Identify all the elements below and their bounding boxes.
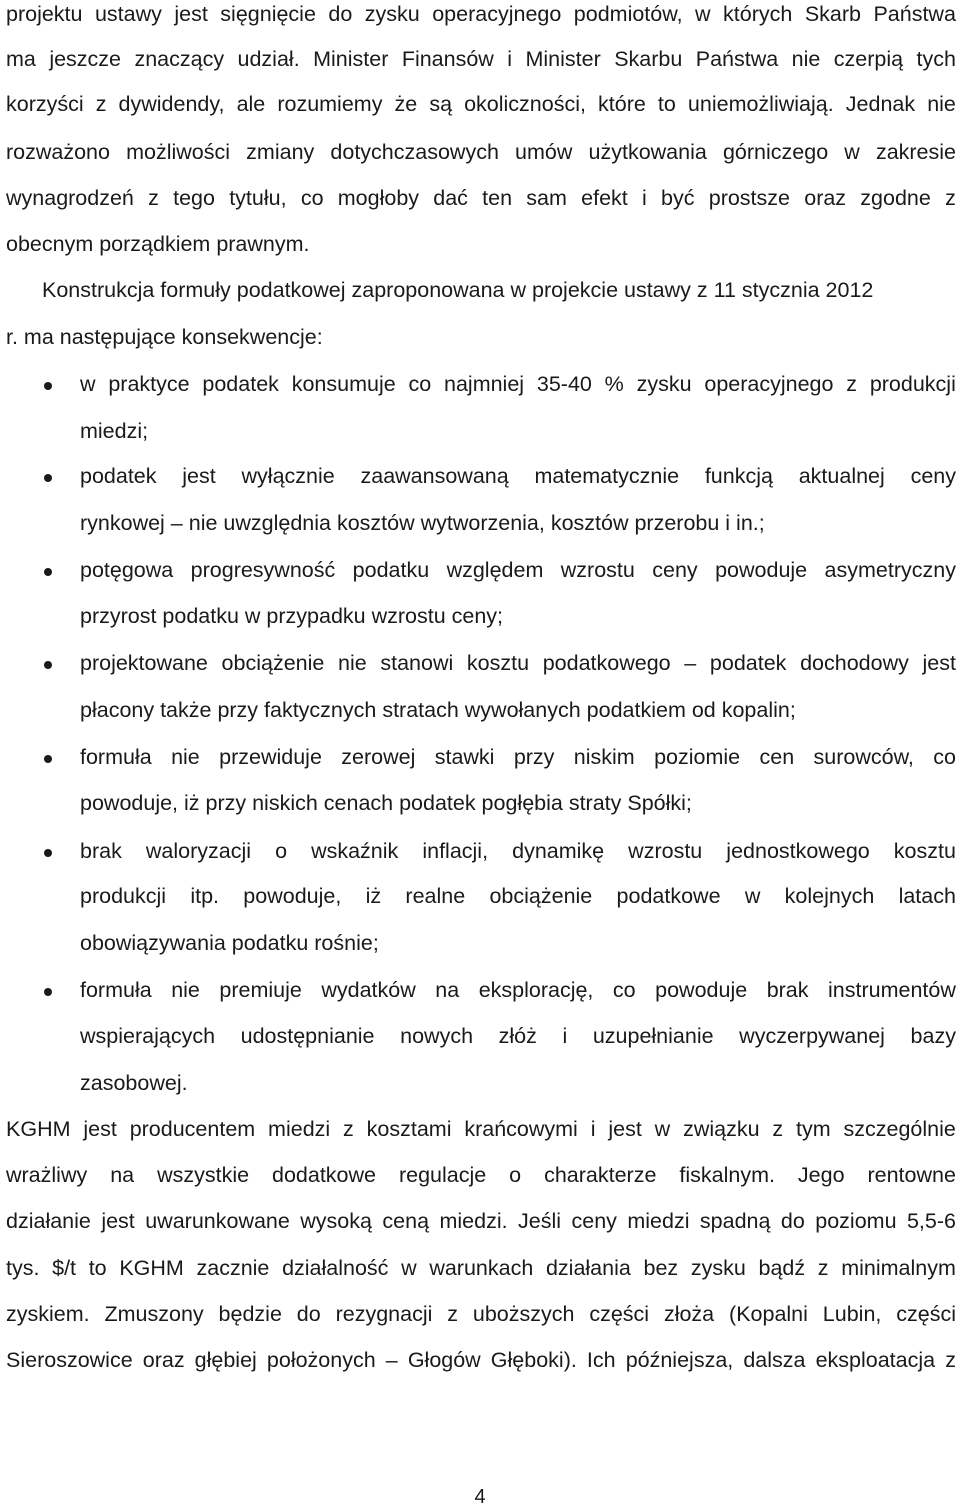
- word: %: [604, 372, 624, 396]
- paragraph-line: [6, 1115, 956, 1143]
- word: brak: [80, 839, 122, 863]
- word: nie: [338, 651, 367, 675]
- paragraph-line: Konstrukcja formuły podatkowej zaproponowana w projekcie ustawy z 11 stycznia 2012: [42, 278, 874, 302]
- word: Skarb: [804, 2, 861, 26]
- word: Minister: [525, 47, 601, 71]
- word: tym: [796, 1117, 831, 1141]
- word: działalność: [282, 1256, 389, 1280]
- word: produkcji: [80, 884, 167, 908]
- word: nie: [171, 978, 200, 1002]
- word: z: [945, 1348, 956, 1372]
- paragraph-line: [6, 184, 956, 212]
- word: zysku: [364, 2, 420, 26]
- word: Głogów: [407, 1348, 481, 1372]
- word: wspierających: [80, 1024, 216, 1048]
- word: że: [394, 92, 418, 116]
- word: projektowane: [80, 651, 208, 675]
- word: i: [562, 1024, 568, 1048]
- word: Sieroszowice: [6, 1348, 133, 1372]
- word: o: [275, 839, 288, 863]
- word: korzyści: [6, 92, 84, 116]
- word: działania: [545, 1256, 631, 1280]
- word: wzrostu: [560, 558, 635, 582]
- word: w: [654, 1117, 671, 1141]
- word: charakterze: [544, 1163, 657, 1187]
- word: 5,5-6: [906, 1209, 956, 1233]
- word: Minister: [313, 47, 389, 71]
- paragraph-line: [6, 1254, 956, 1282]
- word: z: [772, 1117, 784, 1141]
- word: operacyjnego: [704, 372, 834, 396]
- paragraph-line: [6, 45, 956, 73]
- word: zmiany: [246, 140, 315, 164]
- list-item-line: [80, 882, 956, 910]
- word: czerpią: [833, 47, 904, 71]
- word: z: [95, 92, 107, 116]
- word: być: [661, 186, 695, 210]
- word: konsumuje: [291, 372, 396, 396]
- word: sięgnięcie: [220, 2, 316, 26]
- word: rentowne: [867, 1163, 956, 1187]
- word: bazy: [910, 1024, 956, 1048]
- word: eksploatacja: [815, 1348, 936, 1372]
- word: ale: [236, 92, 266, 116]
- word: dotychczasowych: [330, 140, 499, 164]
- word: asymetryczny: [824, 558, 956, 582]
- list-item-line: [80, 1022, 956, 1050]
- word: rezygnacji: [335, 1302, 433, 1326]
- word: dochodowy: [800, 651, 909, 675]
- word: mogłoby: [337, 186, 420, 210]
- word: w: [80, 372, 96, 396]
- word: co: [300, 186, 324, 210]
- word: miedzi.: [439, 1209, 508, 1233]
- word: wyłącznie: [241, 464, 335, 488]
- word: zysku: [690, 1256, 746, 1280]
- word: z: [148, 186, 159, 210]
- word: Skarbu: [614, 47, 683, 71]
- word: fiskalnym.: [679, 1163, 775, 1187]
- word: obciążenie: [221, 651, 325, 675]
- paragraph-line: [6, 90, 956, 118]
- word: to: [88, 1256, 107, 1280]
- word: na: [435, 978, 460, 1002]
- word: nie: [927, 92, 956, 116]
- word: najmniej: [444, 372, 525, 396]
- word: spadną: [699, 1209, 771, 1233]
- word: eksplorację,: [478, 978, 594, 1002]
- word: zysku: [636, 372, 692, 396]
- word: poziomu: [815, 1209, 897, 1233]
- word: kosztami: [366, 1117, 452, 1141]
- word: producentem: [129, 1117, 256, 1141]
- word: podatkowego: [542, 651, 671, 675]
- word: tytułu,: [229, 186, 287, 210]
- word: podatek: [202, 372, 279, 396]
- word: podatkowe: [616, 884, 721, 908]
- word: dodatkowe: [272, 1163, 376, 1187]
- word: Państwa: [695, 47, 779, 71]
- paragraph-line: [6, 1346, 956, 1374]
- word: Jeśli: [518, 1209, 562, 1233]
- list-item-line: [80, 743, 956, 771]
- word: bądź: [758, 1256, 806, 1280]
- word: instrumentów: [828, 978, 956, 1002]
- word: Lubin,: [822, 1302, 882, 1326]
- list-item-line: powoduje, iż przy niskich cenach podatek pogłębia straty Spółki;: [80, 791, 692, 815]
- bullet-icon: [44, 474, 52, 482]
- word: podatku: [352, 558, 430, 582]
- word: nowych: [400, 1024, 474, 1048]
- word: operacyjnego: [432, 2, 562, 26]
- word: Państwa: [873, 2, 956, 26]
- word: to: [657, 92, 676, 116]
- word: zerowej: [341, 745, 416, 769]
- word: nie: [171, 745, 200, 769]
- word: obciążenie: [489, 884, 593, 908]
- word: inflacji,: [422, 839, 489, 863]
- word: co: [933, 745, 956, 769]
- word: z: [343, 1117, 354, 1141]
- word: i: [642, 186, 647, 210]
- word: części: [896, 1302, 956, 1326]
- word: 35-40: [536, 372, 592, 396]
- word: KGHM: [119, 1256, 184, 1280]
- word: regulacje: [398, 1163, 487, 1187]
- bullet-icon: [44, 661, 52, 669]
- word: ceną: [382, 1209, 430, 1233]
- word: itp.: [190, 884, 220, 908]
- word: złóż: [498, 1024, 537, 1048]
- word: w: [744, 884, 761, 908]
- paragraph-line: [6, 138, 956, 166]
- word: dalsza: [743, 1348, 806, 1372]
- word: dywidendy,: [118, 92, 225, 116]
- word: ceny: [571, 1209, 617, 1233]
- word: stanowi: [380, 651, 454, 675]
- word: Zmuszony: [104, 1302, 204, 1326]
- list-item-line: [80, 462, 956, 490]
- word: tych: [916, 47, 956, 71]
- word: rozważono: [6, 140, 110, 164]
- word: z: [447, 1302, 458, 1326]
- page-number: 4: [474, 1486, 486, 1508]
- word: efekt: [581, 186, 628, 210]
- word: umów: [515, 140, 573, 164]
- word: oraz: [142, 1348, 185, 1372]
- word: wszystkie: [157, 1163, 250, 1187]
- word: górniczego: [722, 140, 829, 164]
- word: do: [780, 1209, 805, 1233]
- list-item-line: przyrost podatku w przypadku wzrostu ceny;: [80, 604, 504, 628]
- word: stawki: [434, 745, 495, 769]
- word: dynamikę: [512, 839, 605, 863]
- word: znaczący: [134, 47, 225, 71]
- list-item-line: miedzi;: [80, 419, 149, 443]
- word: Jego: [797, 1163, 845, 1187]
- word: surowców,: [813, 745, 914, 769]
- word: miedzi: [268, 1117, 331, 1141]
- word: względem: [446, 558, 544, 582]
- word: uzupełnianie: [592, 1024, 714, 1048]
- word: ten: [482, 186, 513, 210]
- word: praktyce: [108, 372, 190, 396]
- word: niskim: [573, 745, 635, 769]
- word: wynagrodzeń: [6, 186, 134, 210]
- word: minimalnym: [841, 1256, 956, 1280]
- word: do: [328, 2, 353, 26]
- word: złoża: [663, 1302, 715, 1326]
- word: przy: [513, 745, 555, 769]
- word: wyczerpywanej: [739, 1024, 885, 1048]
- bullet-icon: [44, 849, 52, 857]
- word: wysoką: [300, 1209, 372, 1233]
- word: kolejnych: [784, 884, 875, 908]
- word: uwarunkowane: [145, 1209, 290, 1233]
- word: kosztu: [893, 839, 956, 863]
- word: części: [589, 1302, 650, 1326]
- word: warunkach: [429, 1256, 534, 1280]
- list-item-line: [80, 837, 956, 865]
- word: udział.: [237, 47, 300, 71]
- list-item-line: rynkowej – nie uwzględnia kosztów wytworzenia, kosztów przerobu i in.;: [80, 511, 765, 535]
- word: możliwości: [126, 140, 231, 164]
- word: i: [507, 47, 513, 71]
- word: oraz: [804, 186, 847, 210]
- word: premiuje: [219, 978, 302, 1002]
- list-item-line: [80, 370, 956, 398]
- word: waloryzacji: [145, 839, 252, 863]
- word: $/t: [52, 1256, 77, 1280]
- word: użytkowania: [588, 140, 707, 164]
- word: co: [408, 372, 432, 396]
- word: położonych: [266, 1348, 376, 1372]
- word: Głęboki).: [490, 1348, 577, 1372]
- bullet-icon: [44, 568, 52, 576]
- word: jest: [608, 1117, 642, 1141]
- word: –: [684, 651, 697, 675]
- word: bez: [643, 1256, 679, 1280]
- word: ustawy: [94, 2, 162, 26]
- word: szczególnie: [843, 1117, 956, 1141]
- word: ma: [6, 47, 36, 71]
- word: Finansów: [401, 47, 494, 71]
- word: okoliczności,: [464, 92, 586, 116]
- word: będzie: [218, 1302, 282, 1326]
- word: jest: [182, 464, 216, 488]
- word: przewiduje: [219, 745, 322, 769]
- word: podmiotów,: [573, 2, 683, 26]
- word: powoduje,: [243, 884, 342, 908]
- word: nie: [791, 47, 821, 71]
- word: cen: [759, 745, 795, 769]
- bullet-icon: [44, 755, 52, 763]
- word: kosztu: [466, 651, 530, 675]
- word: wrażliwy: [6, 1163, 88, 1187]
- bullet-icon: [44, 382, 52, 390]
- word: podatek: [709, 651, 787, 675]
- word: są: [429, 92, 453, 116]
- word: wskaźnik: [311, 839, 399, 863]
- word: –: [385, 1348, 398, 1372]
- word: iż: [365, 884, 382, 908]
- word: uniemożliwiają.: [687, 92, 834, 116]
- word: Ich: [586, 1348, 616, 1372]
- word: prostsze: [708, 186, 790, 210]
- word: tego: [173, 186, 215, 210]
- word: zaawansowaną: [360, 464, 509, 488]
- word: zacznie: [196, 1256, 270, 1280]
- list-item-line: [80, 649, 956, 677]
- word: w: [695, 2, 711, 26]
- word: związku: [683, 1117, 760, 1141]
- list-item-line: [80, 556, 956, 584]
- word: ceny: [652, 558, 698, 582]
- word: w: [401, 1256, 417, 1280]
- word: na: [110, 1163, 135, 1187]
- word: zgodne: [860, 186, 931, 210]
- paragraph-line: [6, 1300, 956, 1328]
- word: uboższych: [472, 1302, 575, 1326]
- list-item-line: [80, 976, 956, 1004]
- word: z: [817, 1256, 829, 1280]
- word: działanie: [6, 1209, 91, 1233]
- word: potęgowa: [80, 558, 174, 582]
- word: aktualnej: [798, 464, 885, 488]
- word: brak: [766, 978, 809, 1002]
- word: (Kopalni: [729, 1302, 808, 1326]
- word: z: [945, 186, 956, 210]
- word: miedzi: [627, 1209, 690, 1233]
- word: Jednak: [845, 92, 916, 116]
- bullet-icon: [44, 988, 52, 996]
- word: ceny: [910, 464, 956, 488]
- word: KGHM: [6, 1117, 71, 1141]
- word: zakresie: [875, 140, 956, 164]
- word: które: [598, 92, 646, 116]
- word: dać: [433, 186, 468, 210]
- word: matematycznie: [534, 464, 680, 488]
- word: poziomie: [654, 745, 741, 769]
- paragraph-line: [6, 1207, 956, 1235]
- word: latach: [898, 884, 956, 908]
- word: sam: [526, 186, 567, 210]
- word: o: [509, 1163, 522, 1187]
- word: progresywność: [190, 558, 336, 582]
- word: udostępnianie: [240, 1024, 375, 1048]
- paragraph-line: [6, 0, 956, 28]
- word: formuła: [80, 978, 152, 1002]
- word: z: [846, 372, 858, 396]
- word: jednostkowego: [726, 839, 870, 863]
- word: tys.: [6, 1256, 40, 1280]
- word: krańcowymi: [464, 1117, 578, 1141]
- word: projektu: [6, 2, 83, 26]
- word: zyskiem.: [6, 1302, 90, 1326]
- word: powoduje: [655, 978, 748, 1002]
- word: jest: [922, 651, 956, 675]
- word: podatek: [80, 464, 157, 488]
- word: których: [723, 2, 793, 26]
- paragraph-line: r. ma następujące konsekwencje:: [6, 325, 323, 349]
- word: głębiej: [194, 1348, 257, 1372]
- word: rozumiemy: [277, 92, 383, 116]
- word: powoduje: [715, 558, 808, 582]
- word: funkcją: [704, 464, 773, 488]
- word: produkcji: [869, 372, 956, 396]
- list-item-line: płacony także przy faktycznych stratach wywołanych podatkiem od kopalin;: [80, 698, 796, 722]
- list-item-line: zasobowej.: [80, 1071, 188, 1095]
- word: jest: [174, 2, 208, 26]
- word: w: [844, 140, 860, 164]
- word: formuła: [80, 745, 152, 769]
- word: wzrostu: [628, 839, 703, 863]
- word: do: [296, 1302, 321, 1326]
- word: późniejsza,: [625, 1348, 734, 1372]
- word: i: [590, 1117, 596, 1141]
- list-item-line: obowiązywania podatku rośnie;: [80, 931, 379, 955]
- word: realne: [405, 884, 466, 908]
- word: jeszcze: [49, 47, 122, 71]
- word: jest: [83, 1117, 117, 1141]
- word: wydatków: [321, 978, 416, 1002]
- word: co: [612, 978, 636, 1002]
- paragraph-line: obecnym porządkiem prawnym.: [6, 232, 310, 256]
- word: jest: [101, 1209, 135, 1233]
- paragraph-line: [6, 1161, 956, 1189]
